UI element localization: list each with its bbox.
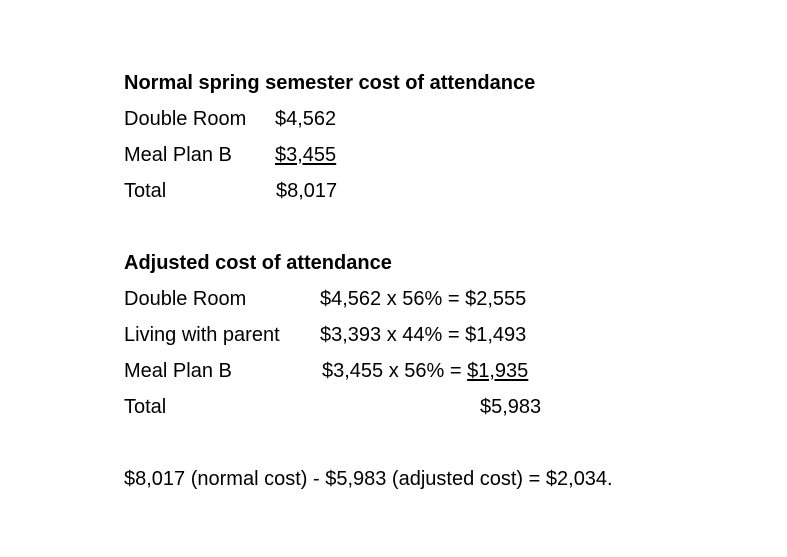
adjusted-row-label: Meal Plan B <box>124 360 232 382</box>
normal-cost-heading: Normal spring semester cost of attendance <box>124 72 536 94</box>
normal-total-label: Total <box>124 180 167 202</box>
adjusted-row-calc-prefix: $3,455 x 56% = <box>322 360 468 382</box>
adjusted-cost-heading: Adjusted cost of attendance <box>124 252 392 274</box>
normal-total-amount: $8,017 <box>276 180 338 202</box>
adjusted-row-label: Double Room <box>124 288 247 310</box>
normal-row-label: Double Room <box>124 108 247 130</box>
adjusted-row-calc <box>322 359 528 383</box>
adjusted-row-label: Living with parent <box>124 324 280 346</box>
normal-row-amount: $3,455 <box>275 144 337 166</box>
adjusted-row-calc: $4,562 x 56% = $2,555 <box>320 288 527 310</box>
adjusted-total-amount: $5,983 <box>480 396 542 418</box>
adjusted-total-label: Total <box>124 396 167 418</box>
summary-statement: $8,017 (normal cost) - $5,983 (adjusted cost) = $2,034. <box>124 468 613 490</box>
normal-row-label: Meal Plan B <box>124 144 232 166</box>
normal-row-amount: $4,562 <box>275 108 337 130</box>
adjusted-row-calc-result: $1,935 <box>467 360 529 382</box>
adjusted-row-calc: $3,393 x 44% = $1,493 <box>320 324 527 346</box>
